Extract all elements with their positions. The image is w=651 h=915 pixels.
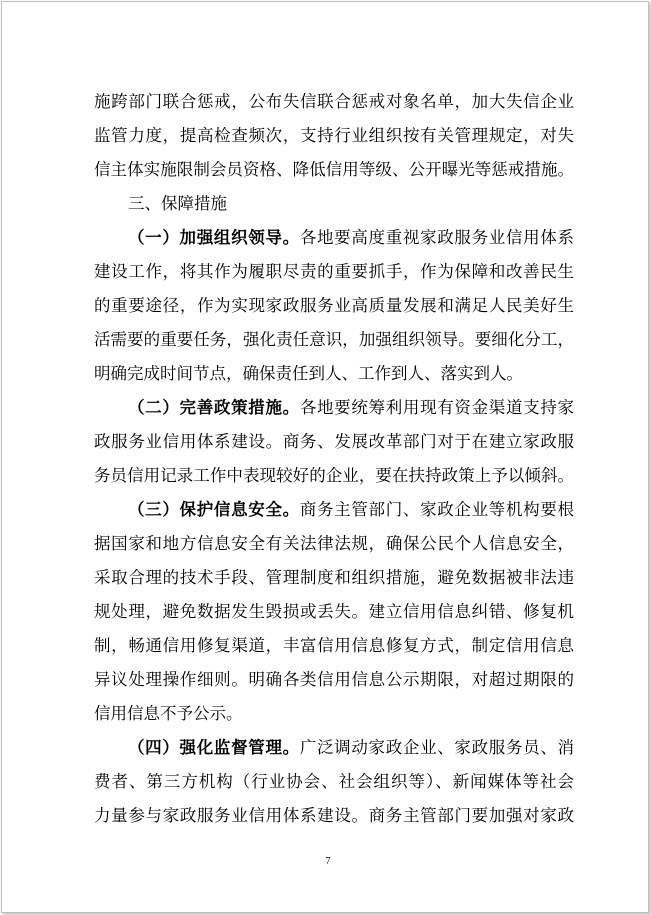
body-line: 建设工作，将其作为履职尽责的重要抓手，作为保障和改善民生	[94, 262, 574, 281]
paragraph-text: 各地要高度重视家政服务业信用体系	[299, 228, 575, 247]
paragraph-first-line	[128, 732, 574, 764]
paragraph-text: 广泛调动家政企业、家政服务员、消	[299, 738, 575, 757]
paragraph-lead-heading: （一）加强组织领导。	[128, 228, 300, 247]
body-line: 信用信息不予公示。	[94, 704, 243, 723]
body-line: 制，畅通信用修复渠道，丰富信用信息修复方式，制定信用信息	[94, 636, 574, 655]
paragraph-lead-heading: （三）保护信息安全。	[128, 500, 300, 519]
body-line: 采取合理的技术手段、管理制度和组织措施，避免数据被非法违	[94, 568, 574, 587]
paragraph-text: 商务主管部门、家政企业等机构要根	[299, 500, 575, 519]
paragraph-text: 各地要统筹利用现有资金渠道支持家	[299, 398, 575, 417]
paragraph-first-line	[128, 222, 574, 254]
body-line: 据国家和地方信息安全有关法律法规，确保公民个人信息安全，	[94, 534, 574, 553]
body-line: 政服务业信用体系建设。商务、发展改革部门对于在建立家政服	[94, 432, 574, 451]
paragraph-first-line	[128, 392, 574, 424]
body-line: 的重要途径，作为实现家政服务业高质量发展和满足人民美好生	[94, 296, 574, 315]
body-line: 费者、第三方机构（行业协会、社会组织等）、新闻媒体等社会	[94, 772, 574, 791]
body-line: 明确完成时间节点，确保责任到人、工作到人、落实到人。	[94, 364, 523, 383]
page-number: 7	[325, 856, 331, 867]
body-line: 活需要的重要任务，强化责任意识，加强组织领导。要细化分工，	[94, 330, 574, 349]
section-heading: 三、保障措施	[128, 194, 227, 213]
body-line: 信主体实施限制会员资格、降低信用等级、公开曝光等惩戒措施。	[94, 160, 574, 179]
body-line: 施跨部门联合惩戒，公布失信联合惩戒对象名单，加大失信企业	[94, 92, 574, 111]
body-line: 务员信用记录工作中表现较好的企业，要在扶持政策上予以倾斜。	[94, 466, 574, 485]
paragraph-lead-heading: （二）完善政策措施。	[128, 398, 300, 417]
body-line: 异议处理操作细则。明确各类信用信息公示期限，对超过期限的	[94, 670, 574, 689]
document-page	[1, 1, 649, 913]
body-line: 规处理，避免数据发生毁损或丢失。建立信用信息纠错、修复机	[94, 602, 574, 621]
paragraph-lead-heading: （四）强化监督管理。	[128, 738, 300, 757]
body-line: 力量参与家政服务业信用体系建设。商务主管部门要加强对家政	[94, 806, 574, 825]
body-line: 监管力度，提高检查频次，支持行业组织按有关管理规定，对失	[94, 126, 574, 145]
paragraph-first-line	[128, 494, 574, 526]
